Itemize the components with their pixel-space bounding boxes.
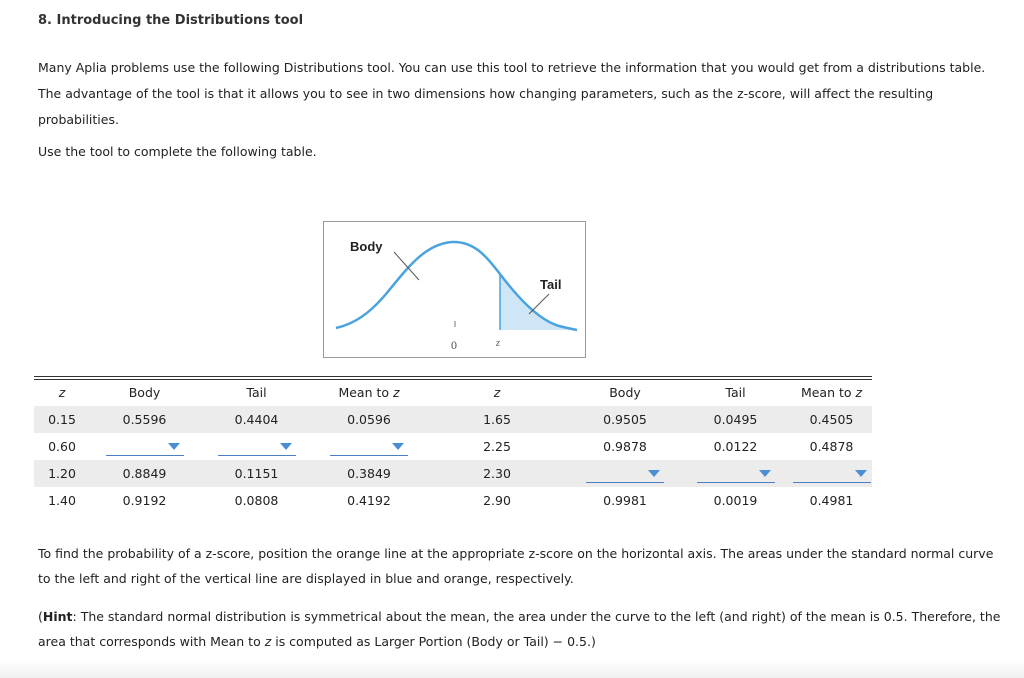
chevron-down-icon[interactable]	[648, 470, 660, 477]
table-row	[34, 433, 872, 460]
cell-z: 1.65	[424, 406, 570, 433]
cell-z: 1.40	[48, 493, 76, 508]
tail-dropdown-z060[interactable]	[218, 437, 296, 456]
chevron-down-icon[interactable]	[759, 470, 771, 477]
cell-tail: 0.0495	[680, 406, 791, 433]
cell-mean: 0.4981	[809, 493, 854, 508]
chevron-down-icon[interactable]	[168, 443, 180, 450]
header-z: z	[58, 385, 66, 400]
header-tail: Tail	[246, 385, 267, 400]
page-bottom-shadow	[0, 660, 1024, 678]
cell-z: 2.90	[483, 493, 511, 508]
cell-body	[90, 433, 199, 460]
cell-body: 0.9192	[122, 493, 167, 508]
z-axis-label: z	[496, 338, 500, 349]
header-tail-2: Tail	[725, 385, 746, 400]
table-header-row	[34, 379, 872, 406]
header-z-2: z	[493, 385, 501, 400]
cell-z: 2.30	[424, 460, 570, 487]
hint-text-2: is computed as Larger Portion (Body or Tail) − 0.5.)	[271, 634, 596, 649]
hint-text-1: : The standard normal distribution is symmetrical about the mean, the area under the curve to the left (and right) of the mean is 0.5. Therefore, the area that corresponds with Mean to	[38, 609, 1001, 649]
mean-dropdown-z060[interactable]	[330, 437, 408, 456]
cell-mean: 0.0596	[314, 406, 424, 433]
cell-body: 0.9981	[603, 493, 647, 508]
body-dropdown-z230[interactable]	[586, 464, 664, 483]
normal-curve-svg	[324, 222, 587, 359]
cell-z: 0.60	[48, 439, 76, 454]
cell-tail: 0.4404	[199, 406, 314, 433]
tail-dropdown-z230[interactable]	[697, 464, 775, 483]
hint-paragraph	[38, 604, 1003, 654]
header-body: Body	[128, 385, 161, 400]
header-mean-to-z-2: Mean to z	[800, 385, 863, 400]
cell-tail: 0.0808	[234, 493, 279, 508]
body-pointer	[394, 252, 419, 280]
instruction-text: Use the tool to complete the following table.	[38, 144, 317, 159]
normal-distribution-diagram	[323, 221, 586, 358]
chevron-down-icon[interactable]	[392, 443, 404, 450]
tool-instructions: To find the probability of a z-score, position the orange line at the appropriate z-score on the horizontal axis. The areas under the standard normal curve to the left and right of the vertical line are displayed in blue and orange, respectively.	[38, 546, 994, 586]
cell-z: 2.25	[483, 439, 511, 454]
cell-tail	[680, 460, 791, 487]
zero-label: 0	[451, 338, 457, 352]
intro-paragraph: Many Aplia problems use the following Distributions tool. You can use this tool to retrieve the information that you would get from a distributions table. The advantage of the tool is that it allows you to see in two dimensions how changing parameters, such as the z-score, will affect the resulting probabilities.	[38, 60, 986, 127]
cell-mean	[791, 460, 872, 487]
table-row	[34, 487, 872, 514]
body-dropdown-z060[interactable]	[106, 437, 184, 456]
cell-mean: 0.3849	[314, 460, 424, 487]
tail-pointer	[529, 294, 549, 314]
cell-tail: 0.0019	[713, 493, 758, 508]
distribution-table-grid	[34, 379, 872, 514]
cell-tail: 0.0122	[713, 439, 758, 454]
tail-area	[500, 274, 577, 330]
cell-body	[570, 460, 680, 487]
chevron-down-icon[interactable]	[855, 470, 867, 477]
table-top-rule	[34, 376, 872, 377]
mean-dropdown-z230[interactable]	[793, 464, 871, 483]
cell-tail: 0.1151	[199, 460, 314, 487]
table-row	[34, 460, 872, 487]
hint-z: z	[264, 634, 272, 649]
cell-mean: 0.4878	[809, 439, 854, 454]
hint-open-paren: (	[38, 609, 43, 624]
cell-body: 0.8849	[90, 460, 199, 487]
cell-mean: 0.4192	[347, 493, 391, 508]
cell-mean: 0.4505	[791, 406, 872, 433]
table-row	[34, 406, 872, 433]
hint-label: Hint	[42, 609, 73, 624]
body-label: Body	[350, 239, 383, 254]
chevron-down-icon[interactable]	[280, 443, 292, 450]
cell-z: 1.20	[34, 460, 90, 487]
cell-mean	[314, 433, 424, 460]
header-body-2: Body	[609, 385, 641, 400]
cell-tail	[199, 433, 314, 460]
cell-body: 0.9878	[603, 439, 647, 454]
cell-z: 0.15	[34, 406, 90, 433]
cell-body: 0.9505	[570, 406, 680, 433]
question-title: 8. Introducing the Distributions tool	[38, 13, 304, 28]
header-mean-to-z: Mean to z	[338, 385, 400, 400]
tail-label: Tail	[540, 277, 562, 292]
cell-body: 0.5596	[90, 406, 199, 433]
